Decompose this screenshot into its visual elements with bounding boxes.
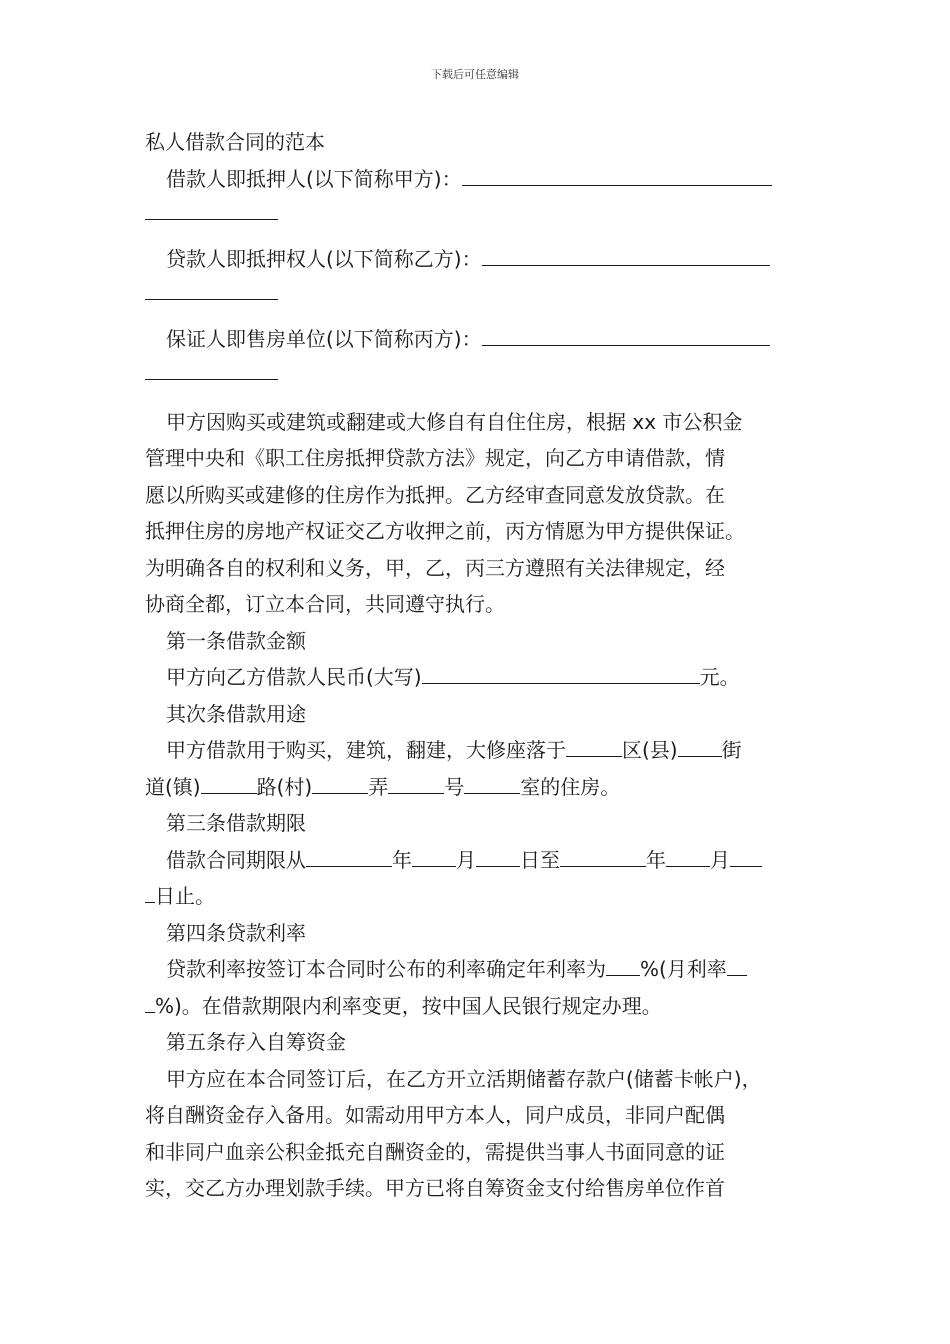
preamble	[145, 404, 815, 623]
guarantor-field	[145, 321, 815, 358]
annual-rate-blank[interactable]	[606, 953, 640, 976]
town-blank[interactable]	[201, 771, 257, 794]
monthly-rate-blank[interactable]	[727, 953, 747, 976]
lender-blank[interactable]	[482, 243, 770, 266]
borrower-blank-cont	[145, 197, 815, 234]
contract-title: 私人借款合同的范本	[145, 130, 325, 154]
article-4-line-1: 贷款利率按签订本合同时公布的利率确定年利率为 %(月利率	[145, 951, 815, 988]
road-blank[interactable]	[312, 771, 368, 794]
article-2-title: 其次条借款用途	[166, 701, 306, 726]
borrower-blank[interactable]	[462, 163, 772, 186]
article-1-title: 第一条借款金额	[166, 628, 306, 653]
article-5-line: 将自酬资金存入备用。如需动用甲方本人，同户成员，非同户配偶	[145, 1103, 725, 1127]
end-day-blank[interactable]	[730, 844, 762, 867]
start-year-blank[interactable]	[306, 844, 392, 867]
preamble-line: 愿以所购买或建修的住房作为抵押。乙方经审查同意发放贷款。在	[145, 482, 725, 507]
borrower-label: 借款人即抵押人(以下简称甲方)：	[166, 166, 462, 191]
article-5-line: 实，交乙方办理划款手续。甲方已将自筹资金支付给售房单位作首	[145, 1176, 725, 1200]
preamble-line: 抵押住房的房地产权证交乙方收押之前，丙方情愿为甲方提供保证。	[145, 519, 745, 543]
lender-label: 贷款人即抵押权人(以下简称乙方)：	[166, 246, 482, 271]
guarantor-blank[interactable]	[482, 323, 770, 346]
lender-field	[145, 241, 815, 278]
article-3-line-1: 借款合同期限从 年 月 日至 年 月	[145, 842, 815, 879]
number-blank[interactable]	[464, 771, 520, 794]
article-2-line-1: 甲方借款用于购买，建筑，翻建，大修座落于 区(县) 街	[145, 732, 815, 769]
start-month-blank[interactable]	[412, 844, 456, 867]
article-4-line-2: %)。在借款期限内利率变更，按中国人民银行规定办理。	[145, 988, 815, 1025]
end-month-blank[interactable]	[666, 844, 710, 867]
end-year-blank[interactable]	[560, 844, 646, 867]
article-4-title: 第四条贷款利率	[166, 920, 306, 945]
preamble-line: 协商全都，订立本合同，共同遵守执行。	[145, 592, 505, 616]
guarantor-label: 保证人即售房单位(以下简称丙方)：	[166, 326, 482, 351]
guarantor-blank-cont	[145, 357, 815, 394]
article-3-title: 第三条借款期限	[166, 811, 306, 835]
borrower-field	[145, 161, 815, 198]
page-header: 下载后可任意编辑	[431, 68, 519, 81]
article-1-text: 甲方向乙方借款人民币(大写) 元。	[145, 659, 815, 696]
contract-body	[145, 124, 815, 1207]
article-5-title: 第五条存入自筹资金	[166, 1030, 346, 1054]
article-3-line-2: 日止。	[145, 878, 815, 915]
lender-blank-cont	[145, 277, 815, 314]
district-blank[interactable]	[566, 734, 622, 757]
article-5-line: 和非同户血亲公积金抵充自酬资金的，需提供当事人书面同意的证	[145, 1139, 725, 1164]
lane-blank[interactable]	[388, 771, 444, 794]
preamble-line: 为明确各自的权利和义务，甲，乙，丙三方遵照有关法律规定，经	[145, 555, 725, 580]
article-5-line: 甲方应在本合同签订后，在乙方开立活期储蓄存款户(储蓄卡帐户)，	[166, 1066, 762, 1091]
street-blank[interactable]	[678, 734, 722, 757]
start-day-blank[interactable]	[476, 844, 520, 867]
amount-blank[interactable]	[422, 661, 700, 684]
preamble-line: 甲方因购买或建筑或翻建或大修自有自住住房，根据 xx 市公积金	[166, 409, 743, 434]
article-2-line-2: 道(镇) 路(村) 弄 号 室的住房。	[145, 769, 815, 806]
preamble-line: 管理中央和《职工住房抵押贷款方法》规定，向乙方申请借款，情	[145, 446, 725, 470]
